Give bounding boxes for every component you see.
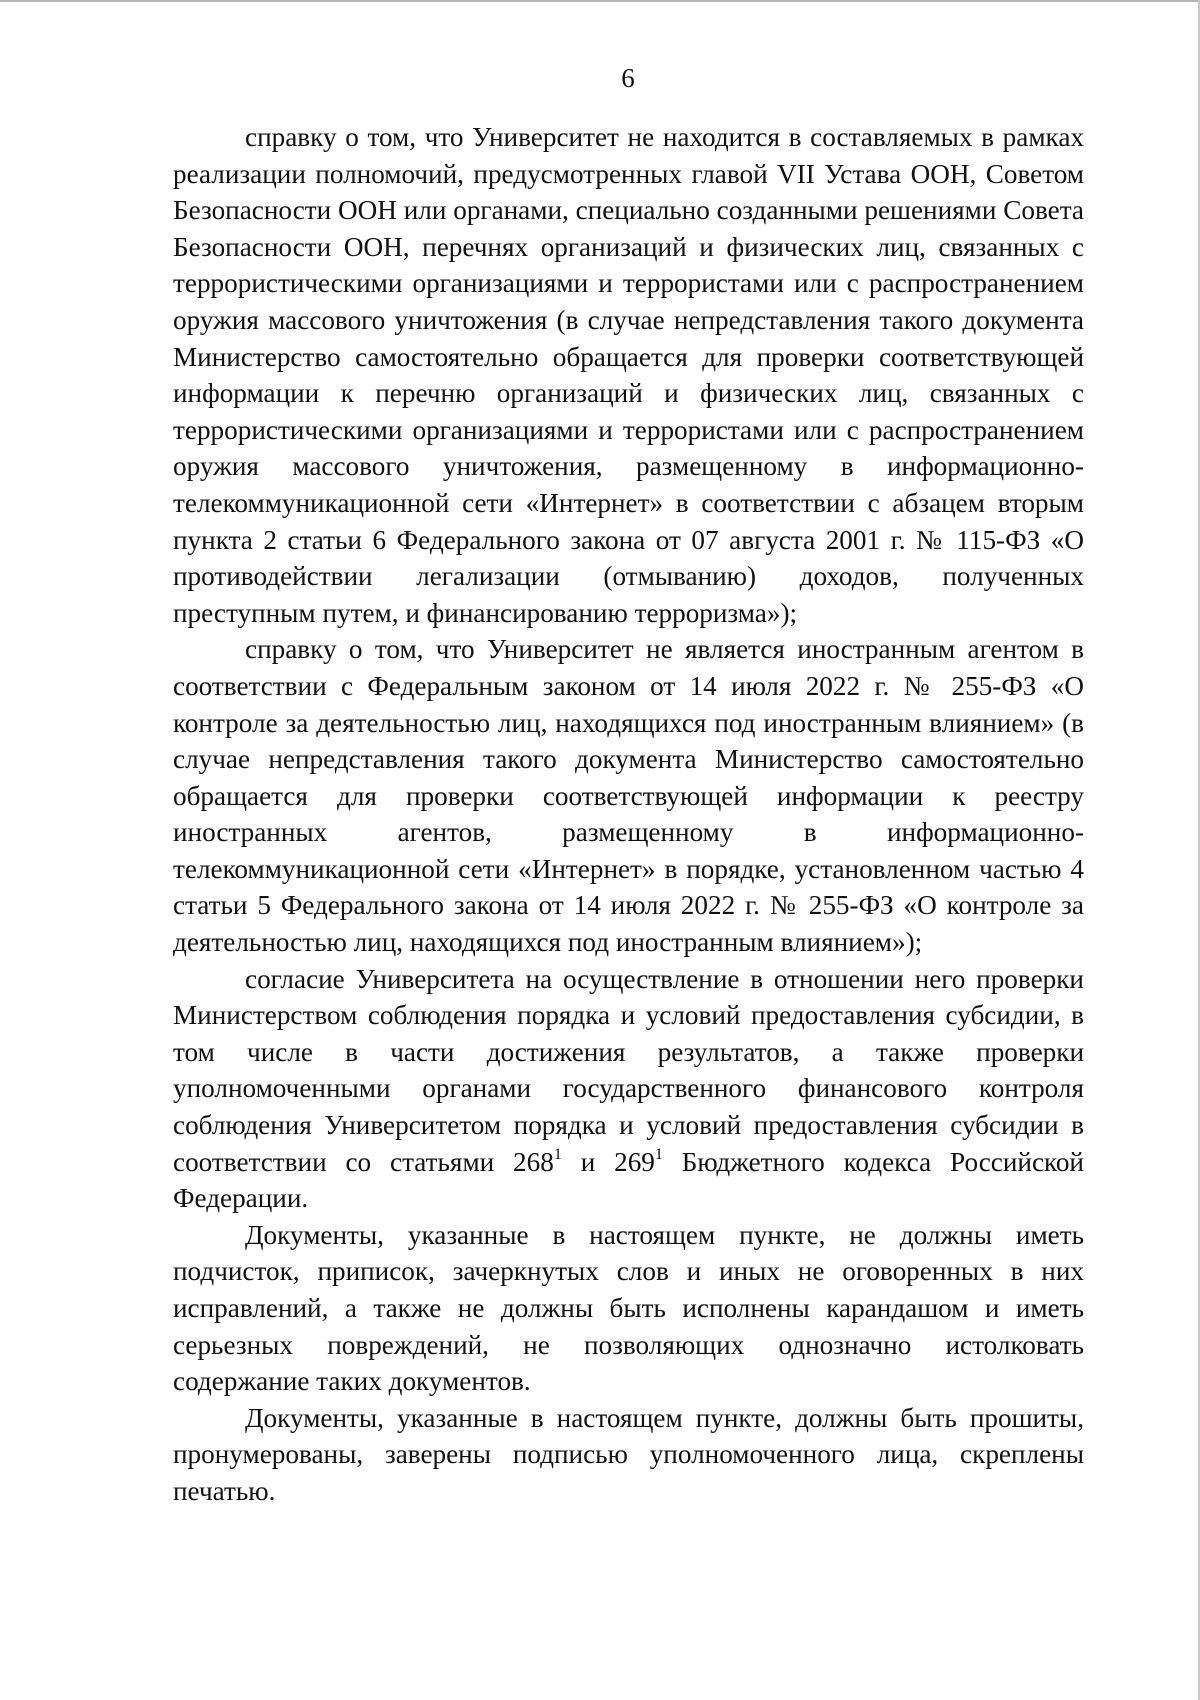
paragraph-document-binding: Документы, указанные в настоящем пункте, должны быть прошиты, пронумерованы, заверены подписью уполномоченного лица, скреплены печатью.: [173, 1402, 1084, 1506]
superscript-article-268: 1: [553, 1145, 562, 1163]
consent-text-middle: и 269: [561, 1146, 655, 1177]
document-body: [173, 119, 1084, 1510]
paragraph-foreign-agent-certificate: справку о том, что Университет не является иностранным агентом в соответствии с Федеральным законом от 14 июля 2022 г. № 255-ФЗ «О контроле за деятельностью лиц, находящихся под иностранным влиянием» (в случае непредставления такого документа Министерство самостоятельно обращается для проверки соответствующей информации к реестру иностранных агентов, размещенному в информационно-телекоммуникационной сети «Интернет» в порядке, установленном частью 4 статьи 5 Федерального закона от 14 июля 2022 г. № 255-ФЗ «О контроле за деятельностью лиц, находящихся под иностранным влиянием»);: [173, 634, 1084, 958]
paragraph-document-integrity: Документы, указанные в настоящем пункте, не должны иметь подчисток, приписок, зачеркнутых слов и иных не оговоренных в них исправлений, а также не должны быть исполнены карандашом и иметь серьезных повреждений, не позволяющих однозначно истолковать содержание таких документов.: [173, 1219, 1084, 1397]
paragraph-terrorism-list-certificate: справку о том, что Университет не находится в составляемых в рамках реализации полномочий, предусмотренных главой VII Устава ООН, Советом Безопасности ООН или органами, специально созданными решениями Совета Безопасности ООН, перечнях организаций и физических лиц, связанных с террористическими организациями и террористами или с распространением оружия массового уничтожения (в случае непредставления такого документа Министерство самостоятельно обращается для проверки соответствующей информации к перечню организаций и физических лиц, связанных с террористическими организациями и террористами или с распространением оружия массового уничтожения, размещенному в информационно-телекоммуникационной сети «Интернет» в соответствии с абзацем вторым пункта 2 статьи 6 Федерального закона от 07 августа 2001 г. № 115-ФЗ «О противодействии легализации (отмыванию) доходов, полученных преступным путем, и финансированию терроризма»);: [173, 122, 1084, 628]
superscript-article-269: 1: [654, 1145, 663, 1163]
consent-text-end: Бюджетного кодекса Российской Федерации.: [173, 1146, 1084, 1214]
paragraph-inspection-consent: [173, 961, 1084, 1217]
consent-text-start: согласие Университета на осуществление в отношении него проверки Министерством соблюдения порядка и условий предоставления субсидии, в том числе в части достижения результатов, а также проверки уполномоченными органами государственного финансового контроля соблюдения Университетом порядка и условий предоставления субсидии в соответствии со статьями 268: [173, 963, 1084, 1177]
scan-border-top: [0, 0, 1200, 2]
page-number: 6: [621, 63, 635, 93]
